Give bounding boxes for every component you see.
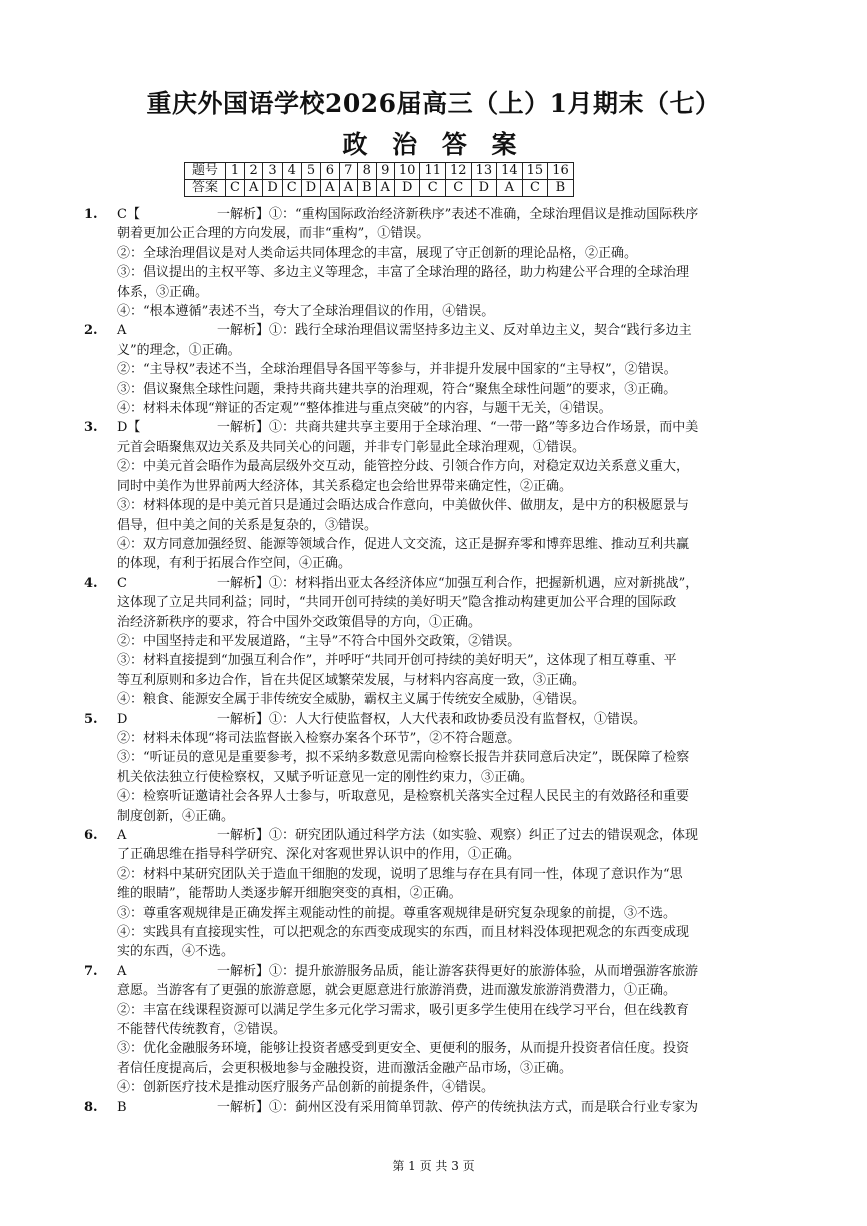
question-number: 1.: [84, 207, 98, 222]
explanation-line: 了正确思维在指导科学研究、深化对客观世界认识中的作用，①正确。: [117, 847, 521, 863]
explanation-line: 不能替代传统教育，②错误。: [117, 1022, 287, 1038]
question-explanation: [84, 574, 784, 710]
question-explanation: [84, 1098, 784, 1117]
answer-letter: D: [117, 711, 128, 727]
explanation-line: 制度创新，④正确。: [117, 808, 235, 824]
explanation-text: ①：材料指出亚太各经济体应“加强互利合作，把握新机遇，应对新挑战”，: [269, 575, 699, 591]
explanation-line: 实的东西，④不选。: [117, 944, 235, 960]
question-explanation: [84, 826, 784, 962]
explanation-line: [117, 710, 784, 729]
answer-cell: A: [376, 180, 394, 197]
explanation-line: ③：“听证员的意见是重要参考，拟不采纳多数意见需向检察长报告并获同意后决定”，既保障了检察: [117, 750, 690, 766]
explanation-line: 意愿。当游客有了更强的旅游意愿，就会更愿意进行旅游消费，进而激发旅游消费潜力，①正确。: [117, 983, 677, 999]
page-subtitle: 政 治 答 案: [342, 130, 525, 159]
question-explanation: [84, 205, 784, 321]
answer-cell: A: [339, 180, 357, 197]
explanation-line: [117, 321, 784, 340]
explanation-line: 治经济新秩序的要求，符合中国外交政策倡导的方向，①正确。: [117, 614, 482, 630]
question-number-cell: 15: [522, 163, 548, 180]
question-number-cell: 1: [226, 163, 245, 180]
explanation-line: ③：倡议提出的主权平等、多边主义等理念，丰富了全球治理的路径，助力构建公平合理的全球治理: [117, 265, 690, 281]
explanation-line: 体系，③正确。: [117, 284, 209, 300]
answer-cell: A: [497, 180, 523, 197]
explanation-line: ④：材料未体现“辩证的否定观”“整体推进与重点突破”的内容，与题干无关，④错误。: [117, 401, 612, 417]
question-number: 6.: [84, 828, 98, 843]
question-number-cell: 4: [282, 163, 301, 180]
question-number: 2.: [84, 323, 98, 339]
explanation-text: ①：研究团队通过科学方法（如实验、观察）纠正了过去的错误观念，体现: [269, 828, 699, 843]
explanation-line: 元首会晤聚焦双边关系及共同关心的问题，并非专门彰显此全球治理观，①错误。: [117, 439, 586, 455]
answer-table-number-row: [185, 163, 574, 180]
answer-cell: A: [321, 180, 339, 197]
question-explanation: [84, 418, 784, 573]
explanation-text: ①：共商共建共享主要用于全球治理、“一带一路”等多边合作场景，而中美: [269, 420, 699, 436]
explanation-line: ②：丰富在线课程资源可以满足学生多元化学习需求，吸引更多学生使用在线学习平台，但在线教育: [117, 1002, 690, 1018]
explanation-line: ②：中国坚持走和平发展道路，“主导”不符合中国外交政策，②错误。: [117, 633, 521, 649]
question-number-cell: 12: [446, 163, 472, 180]
question-number: 8.: [84, 1099, 98, 1115]
explanation-line: ④：粮食、能源安全属于非传统安全威胁，霸权主义属于传统安全威胁，④错误。: [117, 692, 586, 708]
explanation-line: ②：全球治理倡议是对人类命运共同体理念的丰富，展现了守正创新的理论品格，②正确。: [117, 245, 638, 261]
question-explanation: [84, 710, 784, 826]
page-footer: 第 1 页 共 3 页: [392, 1159, 475, 1173]
answer-row-label: 答案: [185, 180, 226, 197]
question-number-cell: 10: [394, 163, 420, 180]
explanation-text: ①：人大行使监督权，人大代表和政协委员没有监督权，①错误。: [269, 711, 647, 727]
analysis-label: 一解析】: [217, 711, 270, 727]
answer-letter: A: [117, 963, 127, 979]
explanation-line: 义”的理念，①正确。: [117, 342, 241, 358]
question-number-cell: 9: [376, 163, 394, 180]
question-number-cell: 14: [497, 163, 523, 180]
explanation-line: ④：实践具有直接现实性，可以把观念的东西变成现实的东西，而且材料没体现把观念的东西变成现: [117, 925, 690, 941]
answer-cell: C: [446, 180, 472, 197]
answer-letter: D【: [117, 420, 141, 436]
answer-cell: C: [420, 180, 446, 197]
answer-cell: B: [548, 180, 574, 197]
explanation-line: 等互利原则和多边合作，旨在共促区域繁荣发展，与材料内容高度一致，③正确。: [117, 672, 586, 688]
explanation-line: ③：尊重客观规律是正确发挥主观能动性的前提。尊重客观规律是研究复杂现象的前提，③不选。: [117, 905, 677, 921]
analysis-label: 一解析】: [217, 207, 270, 222]
explanation-line: ③：材料直接提到“加强互利合作”，并呼吁“共同开创可持续的美好明天”，这体现了相互尊重、平: [117, 653, 677, 669]
answer-cell: D: [263, 180, 282, 197]
explanation-line: ②：材料中某研究团队关于造血干细胞的发现，说明了思维与存在具有同一性，体现了意识作为“思: [117, 866, 683, 882]
explanation-line: [117, 574, 784, 593]
explanation-line: 机关依法独立行使检察权，又赋予听证意见一定的刚性约束力，③正确。: [117, 769, 534, 785]
explanation-line: ③：优化金融服务环境，能够让投资者感受到更安全、更便利的服务，从而提升投资者信任度。投资: [117, 1041, 690, 1057]
answer-cell: C: [522, 180, 548, 197]
explanation-line: 的体现，有利于拓展合作空间，④正确。: [117, 556, 352, 572]
question-number-cell: 16: [548, 163, 574, 180]
explanation-text: ①：“重构国际政治经济新秩序”表述不准确，全球治理倡议是推动国际秩序: [269, 207, 699, 222]
explanation-line: ④：“根本遵循”表述不当，夸大了全球治理倡议的作用，④错误。: [117, 304, 495, 320]
explanation-line: ④：创新医疗技术是推动医疗服务产品创新的前提条件，④错误。: [117, 1080, 495, 1096]
answer-letter: C: [117, 575, 127, 591]
question-number-cell: 3: [263, 163, 282, 180]
answer-letter: A: [117, 828, 127, 843]
answer-cell: D: [301, 180, 320, 197]
question-explanation: [84, 962, 784, 1098]
explanation-line: [117, 418, 784, 437]
analysis-label: 一解析】: [217, 963, 270, 979]
explanation-line: ②：材料未体现“将司法监督嵌入检察办案各个环节”，②不符合题意。: [117, 730, 521, 746]
answer-letter: C【: [117, 207, 140, 222]
answer-cell: B: [357, 180, 376, 197]
explanation-line: 者信任度提高后，会更积极地参与金融投资，进而激活金融产品市场，③正确。: [117, 1060, 573, 1076]
explanations: [84, 205, 784, 1117]
explanation-line: 倡导，但中美之间的关系是复杂的，③错误。: [117, 517, 378, 533]
answer-letter: B: [117, 1099, 127, 1115]
explanation-line: ②：中美元首会晤作为最高层级外交互动，能管控分歧、引领合作方向，对稳定双边关系意义重大，: [117, 459, 690, 475]
answer-cell: D: [471, 180, 497, 197]
question-number: 3.: [84, 420, 98, 436]
explanation-line: [117, 1098, 784, 1117]
question-number-cell: 13: [471, 163, 497, 180]
explanation-line: ③：材料体现的是中美元首只是通过会晤达成合作意向，中美做伙伴、做朋友，是中方的积极愿景与: [117, 498, 690, 514]
explanation-line: 维的眼睛”，能帮助人类逐步解开细胞突变的真相，②正确。: [117, 886, 462, 902]
answer-cell: D: [394, 180, 420, 197]
question-number: 5.: [84, 711, 98, 727]
explanation-text: ①：践行全球治理倡议需坚持多边主义、反对单边主义，契合“践行多边主: [269, 323, 692, 339]
page-title: 重庆外国语学校2026届高三（上）1月期末（七）: [146, 89, 721, 118]
question-number-cell: 11: [420, 163, 446, 180]
question-number-cell: 6: [321, 163, 339, 180]
explanation-line: 同时中美作为世界前两大经济体，其关系稳定也会给世界带来确定性，②正确。: [117, 478, 573, 494]
question-number-cell: 7: [339, 163, 357, 180]
answer-cell: C: [282, 180, 301, 197]
answer-cell: C: [226, 180, 245, 197]
answer-letter: A: [117, 323, 127, 339]
question-number: 4.: [84, 575, 98, 591]
explanation-line: [117, 205, 784, 224]
explanation-line: [117, 826, 784, 845]
answer-table-answer-row: [185, 180, 574, 197]
analysis-label: 一解析】: [217, 575, 270, 591]
analysis-label: 一解析】: [217, 1099, 270, 1115]
analysis-label: 一解析】: [217, 323, 270, 339]
explanation-line: [117, 962, 784, 981]
explanation-text: ①：提升旅游服务品质，能让游客获得更好的旅游体验，从而增强游客旅游: [269, 963, 699, 979]
analysis-label: 一解析】: [217, 828, 270, 843]
number-row-label: 题号: [185, 163, 226, 180]
explanation-line: ②：“主导权”表述不当，全球治理倡导各国平等参与，并非提升发展中国家的“主导权”，②错误。: [117, 362, 677, 378]
question-number: 7.: [84, 963, 98, 979]
question-number-cell: 2: [244, 163, 262, 180]
explanation-line: 这体现了立足共同利益；同时，“共同开创可持续的美好明天”隐含推动构建更加公平合理的国际政: [117, 595, 677, 611]
explanation-line: ③：倡议聚焦全球性问题，秉持共商共建共享的治理观，符合“聚焦全球性问题”的要求，③正确。: [117, 381, 677, 397]
explanation-line: ④：检察听证邀请社会各界人士参与，听取意见，是检察机关落实全过程人民民主的有效路径和重要: [117, 789, 690, 805]
question-number-cell: 8: [357, 163, 376, 180]
question-number-cell: 5: [301, 163, 320, 180]
answer-table: [184, 162, 574, 197]
explanation-text: ①：蓟州区没有采用简单罚款、停产的传统执法方式，而是联合行业专家为: [269, 1099, 699, 1115]
analysis-label: 一解析】: [217, 420, 270, 436]
explanation-line: 朝着更加公正合理的方向发展，而非“重构”，①错误。: [117, 226, 430, 242]
answer-cell: A: [244, 180, 262, 197]
question-explanation: [84, 321, 784, 418]
explanation-line: ④：双方同意加强经贸、能源等领域合作，促进人文交流，这正是摒弃零和博弈思维、推动互利共赢: [117, 536, 690, 552]
